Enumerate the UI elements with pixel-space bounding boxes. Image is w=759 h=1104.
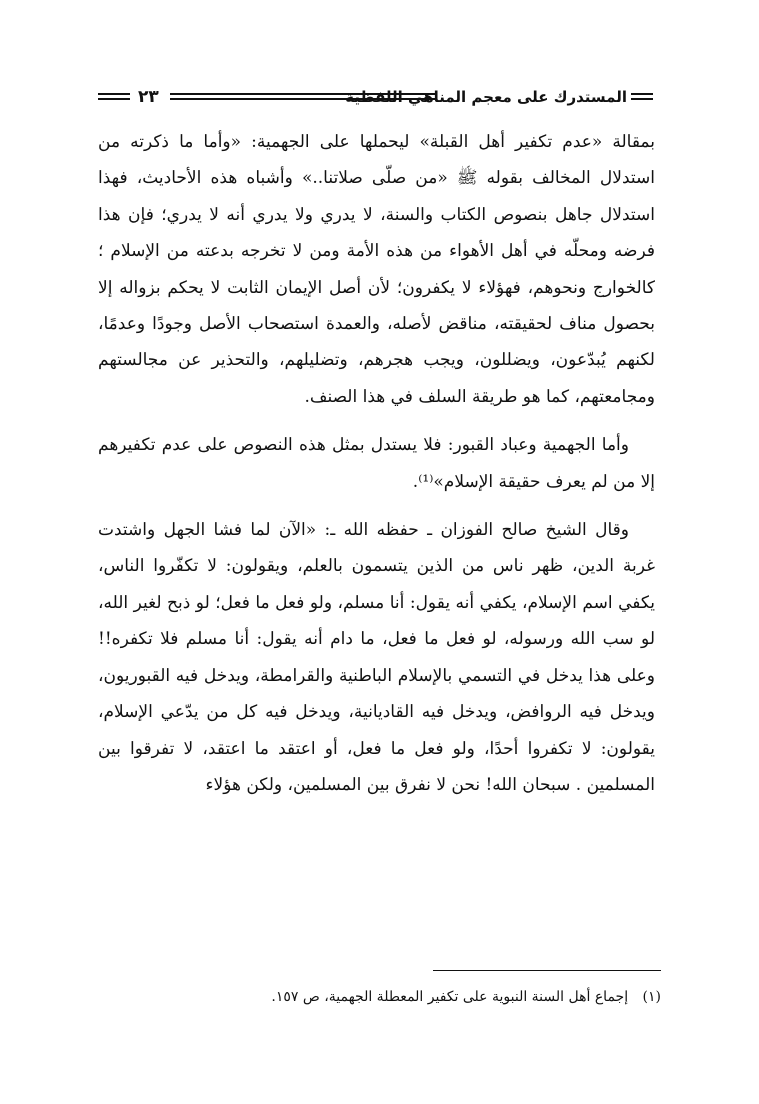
main-text: [98, 124, 655, 803]
book-title: المستدرك على معجم المناهي اللفظية: [345, 88, 627, 106]
paragraph-quote-continuation: بمقالة «عدم تكفير أهل القبلة» ليحملها على الجهمية: «وأما ما ذكرته من استدلال المخالف بقوله ﷺ «من صلّى صلاتنا..» وأشباه هذه الأحاديث، فهذا استدلال جاهل بنصوص الكتاب والسنة، لا يدري ولا يدري أنه لا يدري؛ فإن هذا فرضه ومحلّه في أهل الأهواء من هذه الأمة ومن لا تخرجه بدعته من الإسلام ؛ كالخوارج ونحوهم، فهؤلاء لا يكفرون؛ لأن أصل الإيمان الثابت لا يحكم بزواله إلا بحصول مناف لحقيقته، مناقض لأصله، والعمدة استصحاب الأصل وجودًا وعدمًا، لكنهم يُبدّعون، ويضللون، ويجب هجرهم، وتضليلهم، والتحذير عن مجالستهم ومجامعتهم، كما هو طريقة السلف في هذا الصنف.: [98, 132, 655, 407]
paragraph-fawzan-quote: وقال الشيخ صالح الفوزان ـ حفظه الله ـ: «الآن لما فشا الجهل واشتدت غربة الدين، ظهر ناس من الذين يتسمون بالعلم، ويقولون: لا تكفّروا الناس، يكفي اسم الإسلام، يكفي أنه يقول: أنا مسلم، ولو فعل ما فعل؛ لو ذبح لغير الله، لو سب الله ورسوله، لو فعل ما فعل، ما دام أنه يقول: أنا مسلم فلا تكفره!! وعلى هذا يدخل في التسمي بالإسلام الباطنية والقرامطة، ويدخل فيه القبوريون، ويدخل فيه الروافض، ويدخل فيه القاديانية، ويدخل فيه كل من يدّعي الإسلام، يقولون: لا تكفروا أحدًا، ولو فعل ما فعل، أو اعتقد ما اعتقد، لا تفرقوا بين المسلمين . سبحان الله! نحن لا نفرق بين المسلمين، ولكن هؤلاء: [98, 520, 655, 795]
running-header: [98, 82, 653, 112]
header-rule-middle: [170, 93, 437, 100]
footnote: [104, 985, 661, 1009]
page-number: ٢٣: [138, 87, 159, 107]
header-rule-left: [98, 93, 130, 100]
footnote-marker: (١): [642, 989, 661, 1005]
paragraph-jahmiyya: وأما الجهمية وعباد القبور: فلا يستدل بمثل هذه النصوص على عدم تكفيرهم إلا من لم يعرف حقيقة الإسلام»⁽¹⁾.: [98, 435, 655, 492]
footnote-separator: [433, 970, 661, 971]
header-rule-right: [631, 93, 653, 100]
footnote-text: إجماع أهل السنة النبوية على تكفير المعطلة الجهمية، ص ١٥٧.: [271, 989, 629, 1005]
